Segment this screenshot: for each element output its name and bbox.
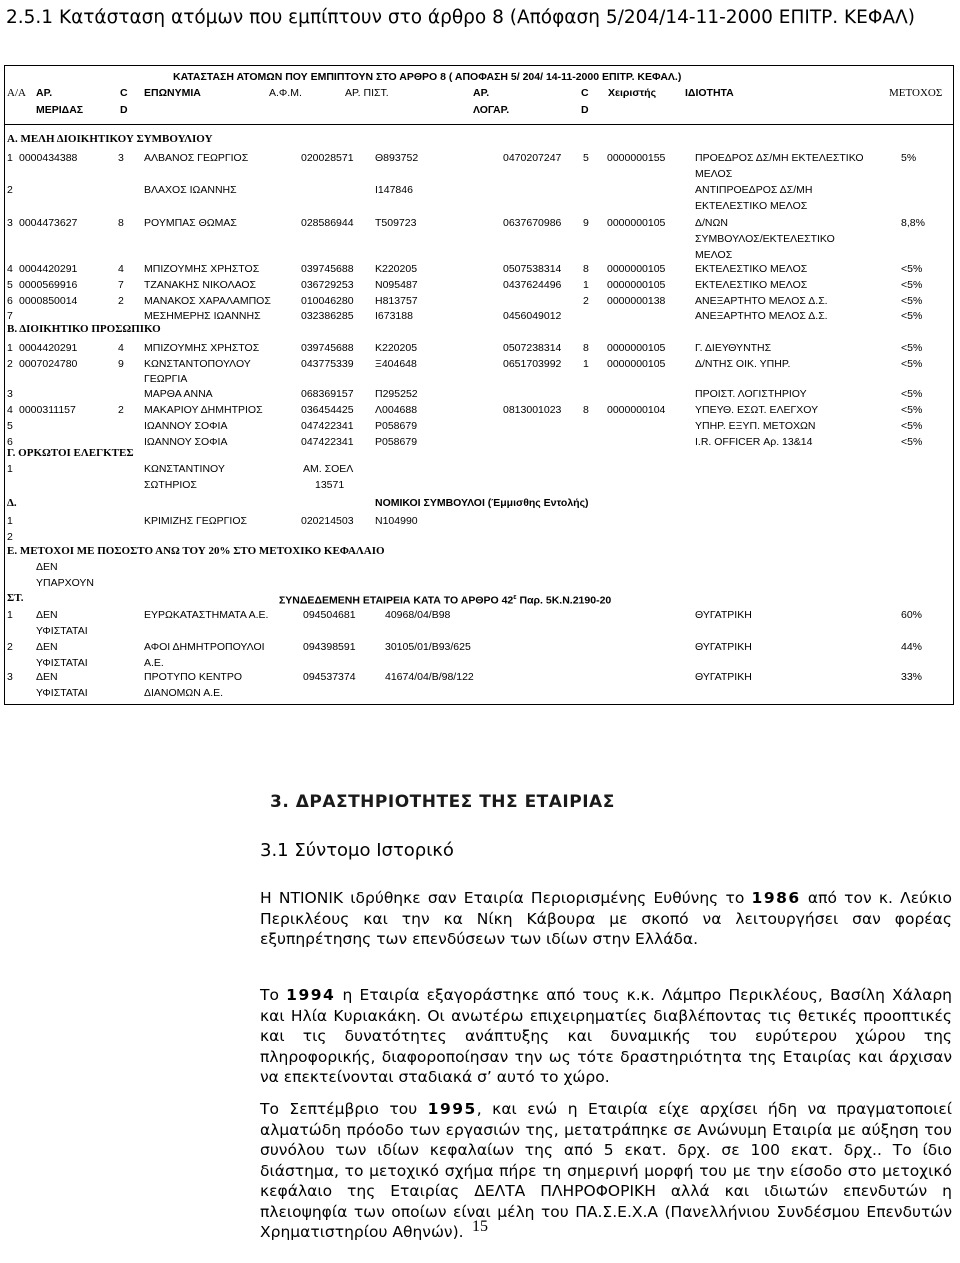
a-row-1-merida: 0000434388: [19, 152, 78, 164]
section-d-title: ΝΟΜΙΚΟΙ ΣΥΜΒΟΥΛΟΙ (Έμμισθης Εντολής): [375, 497, 589, 509]
b-row-2-cd: 9: [118, 358, 124, 370]
a-row-6-merida: 0000850014: [19, 295, 78, 307]
a-row-7-pist: Ι673188: [375, 310, 413, 322]
a-row-7-metoxos: <5%: [901, 310, 923, 322]
b-row-4-cd2: 8: [583, 404, 589, 416]
b-row-6-afm: 047422341: [301, 436, 354, 448]
section-d-letter: Δ.: [7, 497, 17, 509]
a-row-5-logar: 0437624496: [503, 279, 562, 291]
a-row-5-pist: Ν095487: [375, 279, 418, 291]
history-paragraph-1: Η ΝΤΙΟΝΙΚ ιδρύθηκε σαν Εταιρία Περιορισμένης Ευθύνης το 1986 από τον κ. Λεύκιο Περικλέους και την κα Νίκη Κάβουρα με σκοπό να λειτουργήσει σαν φορέας εξυπηρέτησης των επενδύσεων των ιδίων στην Ελλάδα.: [260, 889, 952, 948]
a-row-3-cd2: 9: [583, 217, 589, 229]
a-row-5-cd: 7: [118, 279, 124, 291]
section-st-letter: ΣΤ.: [7, 592, 24, 604]
b-row-6-pist: Ρ058679: [375, 436, 418, 448]
a-row-6-cd2: 2: [583, 295, 589, 307]
b-row-1-cd: 4: [118, 342, 124, 354]
b-row-1-name: ΜΠΙΖΟΥΜΗΣ ΧΡΗΣΤΟΣ: [144, 342, 260, 354]
b-row-4-logar: 0813001023: [503, 404, 562, 416]
section-a-title: Α. ΜΕΛΗ ΔΙΟΙΚΗΤΙΚΟΥ ΣΥΜΒΟΥΛΙΟΥ: [7, 133, 213, 145]
a-row-7-idiotita: ΑΝΕΞΑΡΤΗΤΟ ΜΕΛΟΣ Δ.Σ.: [695, 310, 828, 322]
b-row-1-afm: 039745688: [301, 342, 354, 354]
b-row-4-name: ΜΑΚΑΡΙΟΥ ΔΗΜΗΤΡΙΟΣ: [144, 404, 263, 416]
a-row-3-xeiristis: 0000000105: [607, 217, 666, 229]
e-row-line-1: ΔΕΝ: [36, 561, 58, 573]
st-row-3-relation: ΘΥΓΑΤΡΙΚΗ: [695, 671, 752, 683]
col-header-aa: Α/Α: [7, 87, 26, 99]
col-header-cd2: C: [581, 87, 589, 99]
b-row-2-number: 2: [7, 358, 13, 370]
a-row-3-idiotita-2: ΣΥΜΒΟΥΛΟΣ/ΕΚΤΕΛΕΣΤΙΚΟ: [695, 233, 835, 245]
a-row-4-logar: 0507538314: [503, 263, 562, 275]
a-row-6-xeiristis: 0000000138: [607, 295, 666, 307]
b-row-3-pist: Π295252: [375, 388, 418, 400]
st-row-3-status: ΔΕΝ: [36, 671, 58, 683]
b-row-2-xeiristis: 0000000105: [607, 358, 666, 370]
b-row-4-merida: 0000311157: [19, 404, 76, 416]
col-header-arlog-2: ΛΟΓΑΡ.: [473, 104, 510, 116]
g-row-am-2: 13571: [315, 479, 345, 491]
a-row-1-idiotita: ΠΡΟΕΔΡΟΣ ΔΣ/ΜΗ ΕΚΤΕΛΕΣΤΙΚΟ: [695, 152, 864, 164]
st-row-3-number: 3: [7, 671, 13, 683]
a-row-3-number: 3: [7, 217, 13, 229]
a-row-2-name: ΒΛΑΧΟΣ ΙΩΑΝΝΗΣ: [144, 184, 237, 196]
st-row-3-afm: 094537374: [303, 671, 356, 683]
st-row-2-registry: 30105/01/Β93/625: [385, 641, 471, 653]
b-row-3-afm: 068369157: [301, 388, 354, 400]
a-row-5-metoxos: <5%: [901, 279, 923, 291]
col-header-afm: Α.Φ.Μ.: [269, 87, 302, 99]
col-header-ar-merid: ΑΡ.: [36, 87, 53, 99]
g-row-name-2: ΣΩΤΗΡΙΟΣ: [144, 479, 197, 491]
b-row-4-cd: 2: [118, 404, 124, 416]
a-row-3-idiotita-3: ΜΕΛΟΣ: [695, 249, 733, 261]
a-row-2-idiotita-2: ΕΚΤΕΛΕΣΤΙΚΟ ΜΕΛΟΣ: [695, 200, 808, 212]
b-row-1-idiotita: Γ. ΔΙΕΥΘΥΝΤΗΣ: [695, 342, 772, 354]
b-row-1-pist: Κ220205: [375, 342, 418, 354]
a-row-5-name: ΤΖΑΝΑΚΗΣ ΝΙΚΟΛΑΟΣ: [144, 279, 257, 291]
col-header-cd2-2: D: [581, 104, 589, 116]
b-row-1-logar: 0507238314: [503, 342, 562, 354]
d-row-1-name: ΚΡΙΜΙΖΗΣ ΓΕΩΡΓΙΟΣ: [144, 515, 247, 527]
b-row-3-number: 3: [7, 388, 13, 400]
section-st-title: ΣΥΝΔΕΔΕΜΕΝΗ ΕΤΑΙΡΕΙΑ ΚΑΤΑ ΤΟ ΑΡΘΡΟ $42^\varepsilon$ Παρ. 5Κ.Ν.2190-20: [279, 594, 612, 607]
b-row-5-name: ΙΩΑΝΝΟΥ ΣΟΦΙΑ: [144, 420, 228, 432]
g-row-name: ΚΩΝΣΤΑΝΤΙΝΟΥ: [144, 463, 225, 475]
section-g-title: Γ. ΟΡΚΩΤΟΙ ΕΛΕΓΚΤΕΣ: [7, 447, 134, 459]
b-row-5-afm: 047422341: [301, 420, 354, 432]
a-row-5-cd2: 1: [583, 279, 589, 291]
a-row-4-idiotita: ΕΚΤΕΛΕΣΤΙΚΟ ΜΕΛΟΣ: [695, 263, 808, 275]
b-row-1-xeiristis: 0000000105: [607, 342, 666, 354]
g-row-number: 1: [7, 463, 13, 475]
st-row-2-number: 2: [7, 641, 13, 653]
st-row-3-status-2: ΥΦΙΣΤΑΤΑΙ: [36, 687, 88, 699]
b-row-1-cd2: 8: [583, 342, 589, 354]
a-row-3-afm: 028586944: [301, 217, 354, 229]
b-row-4-metoxos: <5%: [901, 404, 923, 416]
b-row-1-number: 1: [7, 342, 13, 354]
d-row-1-number: 1: [7, 515, 13, 527]
e-row-line-2: ΥΠΑΡΧΟΥΝ: [36, 577, 95, 589]
b-row-1-merida: 0004420291: [19, 342, 78, 354]
a-row-1-logar: 0470207247: [503, 152, 562, 164]
page-heading: 2.5.1 Κατάσταση ατόμων που εμπίπτουν στο άρθρο 8 (Απόφαση 5/204/14-11-2000 ΕΠΙΤΡ. ΚΕΦΑΛ): [6, 7, 915, 28]
col-header-cd1: C: [120, 87, 128, 99]
b-row-2-merida: 0007024780: [19, 358, 78, 370]
a-row-1-cd: 3: [118, 152, 124, 164]
a-row-4-cd: 4: [118, 263, 124, 275]
header-separator: [5, 124, 953, 125]
b-row-5-metoxos: <5%: [901, 420, 923, 432]
st-row-2-name-2: Α.Ε.: [144, 657, 164, 669]
persons-table: [4, 65, 954, 705]
a-row-4-cd2: 8: [583, 263, 589, 275]
col-header-cd1-2: D: [120, 104, 128, 116]
st-row-1-number: 1: [7, 609, 13, 621]
a-row-1-number: 1: [7, 152, 13, 164]
st-row-1-registry: 40968/04/Β98: [385, 609, 451, 621]
b-row-5-number: 5: [7, 420, 13, 432]
b-row-3-metoxos: <5%: [901, 388, 923, 400]
a-row-4-merida: 0004420291: [19, 263, 78, 275]
section-3-1-subtitle: 3.1 Σύντομο Ιστορικό: [260, 840, 454, 861]
st-row-1-percent: 60%: [901, 609, 923, 621]
a-row-6-name: ΜΑΝΑΚΟΣ ΧΑΡΑΛΑΜΠΟΣ: [144, 295, 271, 307]
st-row-3-registry: 41674/04/Β/98/122: [385, 671, 474, 683]
b-row-2-name: ΚΩΝΣΤΑΝΤΟΠΟΥΛΟΥ: [144, 358, 251, 370]
b-row-5-idiotita: ΥΠΗΡ. ΕΞΥΠ. ΜΕΤΟΧΩΝ: [695, 420, 816, 432]
a-row-4-pist: Κ220205: [375, 263, 418, 275]
st-row-3-percent: 33%: [901, 671, 923, 683]
a-row-3-idiotita: Δ/ΝΩΝ: [695, 217, 728, 229]
d-row-1-afm: 020214503: [301, 515, 354, 527]
section-e-title: Ε. ΜΕΤΟΧΟΙ ΜΕ ΠΟΣΟΣΤΟ ΑΝΩ ΤΟΥ 20% ΣΤΟ ΜΕΤΟΧΙΚΟ ΚΕΦΑΛΑΙΟ: [7, 545, 385, 557]
b-row-4-afm: 036454425: [301, 404, 354, 416]
a-row-6-metoxos: <5%: [901, 295, 923, 307]
a-row-7-name: ΜΕΣΗΜΕΡΗΣ ΙΩΑΝΝΗΣ: [144, 310, 261, 322]
b-row-2-name-2: ΓΕΩΡΓΙΑ: [144, 373, 188, 385]
a-row-2-idiotita: ΑΝΤΙΠΡΟΕΔΡΟΣ ΔΣ/ΜΗ: [695, 184, 813, 196]
b-row-2-afm: 043775339: [301, 358, 354, 370]
a-row-5-xeiristis: 0000000105: [607, 279, 666, 291]
a-row-4-xeiristis: 0000000105: [607, 263, 666, 275]
a-row-1-idiotita-2: ΜΕΛΟΣ: [695, 168, 733, 180]
b-row-5-pist: Ρ058679: [375, 420, 418, 432]
a-row-4-name: ΜΠΙΖΟΥΜΗΣ ΧΡΗΣΤΟΣ: [144, 263, 260, 275]
a-row-1-cd2: 5: [583, 152, 589, 164]
section-b-title: Β. ΔΙΟΙΚΗΤΙΚΟ ΠΡΟΣΩΠΙΚΟ: [7, 323, 161, 335]
a-row-7-afm: 032386285: [301, 310, 354, 322]
b-row-4-xeiristis: 0000000104: [607, 404, 666, 416]
table-caption: ΚΑΤΑΣΤΑΣΗ ΑΤΟΜΩΝ ΠΟΥ ΕΜΠΙΠΤΟΥΝ ΣΤΟ ΑΡΘΡΟ 8 ( ΑΠΟΦΑΣΗ 5/ 204/ 14-11-2000 ΕΠΙΤΡ. ΚΕΦΑΛ.): [173, 71, 682, 83]
history-paragraph-2: Το 1994 η Εταιρία εξαγοράστηκε από τους κ.κ. Λάμπρο Περικλέους, Βασίλη Χάλαρη και Ηλία Κυριακάκη. Οι ανωτέρω επιχειρηματίες διαβλέποντας τις θετικές προοπτικές και τις δυνατότητες ανάπτυξης και δυναμικής του ευρύτερου χώρου της πληροφορικής, διαφοροποίησαν την ως τότε δραστηριότητα της Εταιρίας και άρχισαν να επεκτείνονται σταδιακά σ’ αυτό το χώρο.: [260, 986, 952, 1086]
a-row-1-afm: 020028571: [301, 152, 354, 164]
st-row-2-status: ΔΕΝ: [36, 641, 58, 653]
b-row-2-logar: 0651703992: [503, 358, 562, 370]
a-row-3-metoxos: 8,8%: [901, 217, 925, 229]
a-row-4-afm: 039745688: [301, 263, 354, 275]
st-row-1-status: ΔΕΝ: [36, 609, 58, 621]
col-header-idiotita: ΙΔΙΟΤΗΤΑ: [685, 87, 734, 99]
a-row-6-number: 6: [7, 295, 13, 307]
a-row-5-merida: 0000569916: [19, 279, 78, 291]
b-row-6-metoxos: <5%: [901, 436, 923, 448]
b-row-4-idiotita: ΥΠΕΥΘ. ΕΣΩΤ. ΕΛΕΓΧΟΥ: [695, 404, 819, 416]
a-row-3-pist: Τ509723: [375, 217, 417, 229]
b-row-4-pist: Λ004688: [375, 404, 418, 416]
col-header-arlog: ΑΡ.: [473, 87, 490, 99]
b-row-2-metoxos: <5%: [901, 358, 923, 370]
history-paragraph-3: Το Σεπτέμβριο του 1995, και ενώ η Εταιρία είχε αρχίσει ήδη να πραγματοποιεί αλματώδη πρόοδο των εργασιών της, μετατράπηκε σε Ανώνυμη Εταιρία με αύξηση του συνόλου των ιδίων κεφαλαίων της από 5 εκατ. δρχ. σε 100 εκατ. δρχ.. Το ίδιο διάστημα, το μετοχικό σχήμα πήρε τη σημερινή μορφή του με την είσοδο στο μετοχικό κεφάλαιο της Εταιρίας ΔΕΛΤΑ ΠΛΗΡΟΦΟΡΙΚΗ αλλά και ιδιωτών επενδυτών η πλειοψηφία των οποίων είναι μέλη του ΠΑ.Σ.Ε.Χ.Α (Πανελλήνιου Συνδέσμου Επενδυτών Χρηματιστηρίου Αθηνών).: [260, 1100, 952, 1241]
b-row-2-cd2: 1: [583, 358, 589, 370]
a-row-3-cd: 8: [118, 217, 124, 229]
page-number: 15: [472, 1218, 488, 1235]
d-row-1-pist: Ν104990: [375, 515, 418, 527]
a-row-1-pist: Θ893752: [375, 152, 419, 164]
st-row-3-name-2: ΔΙΑΝΟΜΩΝ Α.Ε.: [144, 687, 224, 699]
b-row-6-name: ΙΩΑΝΝΟΥ ΣΟΦΙΑ: [144, 436, 228, 448]
b-row-4-number: 4: [7, 404, 13, 416]
b-row-3-idiotita: ΠΡΟΙΣΤ. ΛΟΓΙΣΤΗΡΙΟΥ: [695, 388, 807, 400]
st-row-2-relation: ΘΥΓΑΤΡΙΚΗ: [695, 641, 752, 653]
col-header-ar-merid-2: ΜΕΡΙΔΑΣ: [36, 104, 84, 116]
a-row-4-metoxos: <5%: [901, 263, 923, 275]
section-3-title: 3. ΔΡΑΣΤΗΡΙΟΤΗΤΕΣ ΤΗΣ ΕΤΑΙΡΙΑΣ: [270, 792, 615, 812]
col-header-xeir: Χειριστής: [608, 87, 657, 99]
st-row-2-afm: 094398591: [303, 641, 356, 653]
st-row-2-name: ΑΦΟΙ ΔΗΜΗΤΡΟΠΟΥΛΟΙ: [144, 641, 265, 653]
a-row-5-afm: 036729253: [301, 279, 354, 291]
a-row-2-pist: Ι147846: [375, 184, 413, 196]
b-row-3-name: ΜΑΡΘΑ ΑΝΝΑ: [144, 388, 213, 400]
a-row-6-afm: 010046280: [301, 295, 354, 307]
a-row-4-number: 4: [7, 263, 13, 275]
col-header-metoxos: ΜΕΤΟΧΟΣ: [889, 87, 943, 99]
a-row-3-logar: 0637670986: [503, 217, 562, 229]
d-row-2-number: 2: [7, 531, 13, 543]
a-row-3-name: ΡΟΥΜΠΑΣ ΘΩΜΑΣ: [144, 217, 237, 229]
st-row-1-relation: ΘΥΓΑΤΡΙΚΗ: [695, 609, 752, 621]
st-row-2-status-2: ΥΦΙΣΤΑΤΑΙ: [36, 657, 88, 669]
a-row-1-metoxos: 5%: [901, 152, 917, 164]
st-row-1-name: ΕΥΡΩΚΑΤΑΣΤΗΜΑΤΑ Α.Ε.: [144, 609, 269, 621]
b-row-6-idiotita: I.R. OFFICER Αρ. 13&14: [695, 436, 813, 448]
st-row-1-afm: 094504681: [303, 609, 356, 621]
a-row-6-pist: Η813757: [375, 295, 418, 307]
a-row-6-cd: 2: [118, 295, 124, 307]
col-header-name: ΕΠΩΝΥΜΙΑ: [144, 87, 201, 99]
b-row-1-metoxos: <5%: [901, 342, 923, 354]
b-row-2-pist: Ξ404648: [375, 358, 417, 370]
col-header-arpist: ΑΡ. ΠΙΣΤ.: [345, 87, 389, 99]
b-row-2-idiotita: Δ/ΝΤΗΣ ΟΙΚ. ΥΠΗΡ.: [695, 358, 791, 370]
st-row-2-percent: 44%: [901, 641, 923, 653]
st-row-1-status-2: ΥΦΙΣΤΑΤΑΙ: [36, 625, 88, 637]
a-row-7-logar: 0456049012: [503, 310, 562, 322]
a-row-5-idiotita: ΕΚΤΕΛΕΣΤΙΚΟ ΜΕΛΟΣ: [695, 279, 808, 291]
st-row-3-name: ΠΡΟΤΥΠΟ ΚΕΝΤΡΟ: [144, 671, 243, 683]
a-row-6-idiotita: ΑΝΕΞΑΡΤΗΤΟ ΜΕΛΟΣ Δ.Σ.: [695, 295, 828, 307]
a-row-5-number: 5: [7, 279, 13, 291]
a-row-7-number: 7: [7, 310, 13, 322]
b-row-6-number: 6: [7, 436, 13, 448]
a-row-3-merida: 0004473627: [19, 217, 78, 229]
a-row-1-name: ΑΛΒΑΝΟΣ ΓΕΩΡΓΙΟΣ: [144, 152, 249, 164]
a-row-2-number: 2: [7, 184, 13, 196]
a-row-1-xeiristis: 0000000155: [607, 152, 666, 164]
g-row-am: ΑΜ. ΣΟΕΛ: [303, 463, 354, 475]
